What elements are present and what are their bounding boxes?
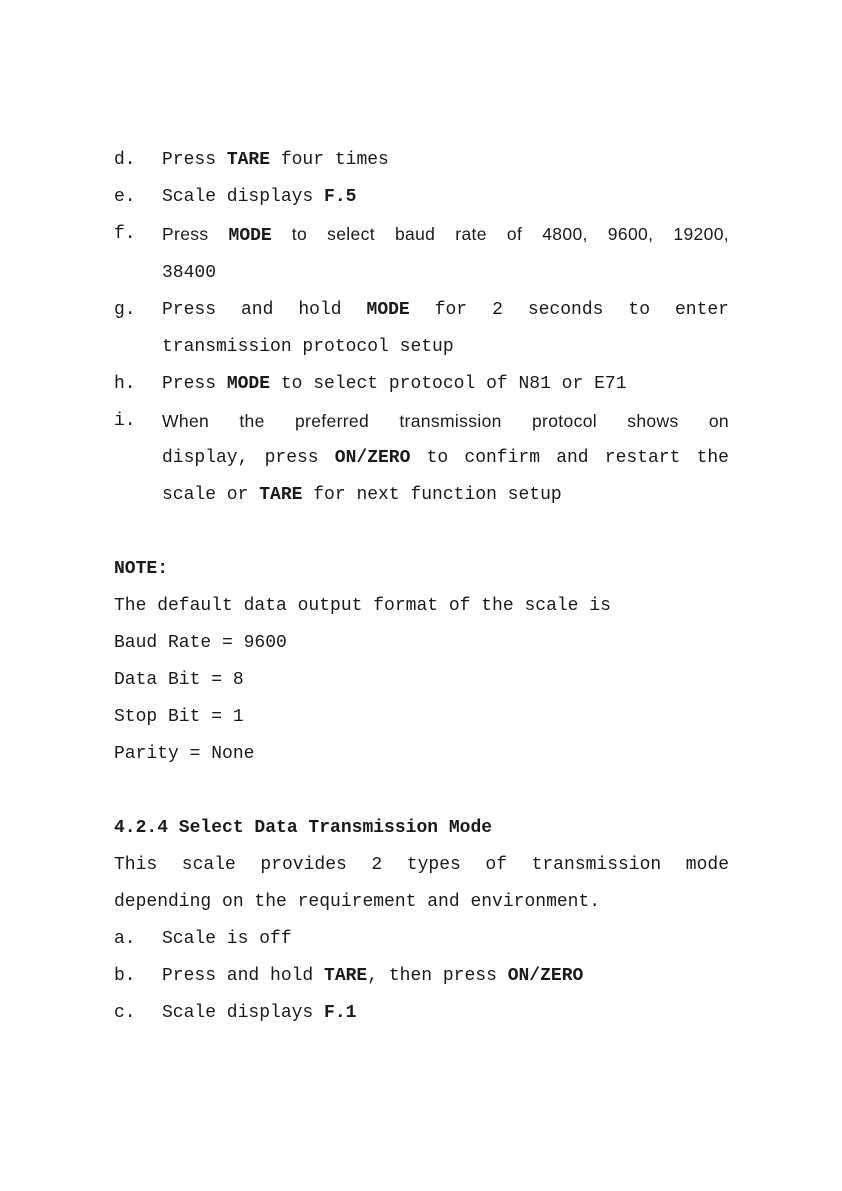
section-heading: 4.2.4 Select Data Transmission Mode — [114, 818, 493, 838]
key-mode: MODE — [366, 300, 410, 320]
step-marker: c. — [114, 1003, 136, 1023]
step-marker: d. — [114, 150, 136, 170]
step-line: scale or TARE for next function setup — [162, 485, 562, 505]
step-line: display, press ON/ZERO to confirm and restart the — [162, 448, 729, 468]
step-marker: b. — [114, 966, 136, 986]
step-line: transmission protocol setup — [162, 337, 454, 357]
step-text: Scale displays F.1 — [162, 1003, 357, 1023]
note-setting-databit: Data Bit = 8 — [114, 670, 244, 690]
display-code: F.1 — [324, 1003, 357, 1023]
step-marker: h. — [114, 374, 136, 394]
key-tare: TARE — [226, 150, 271, 170]
step-f — [114, 216, 729, 292]
step-line: Press MODE to select baud rate of 4800, 9600, 19200, — [162, 224, 729, 246]
step-marker: i. — [114, 411, 136, 431]
step-a — [114, 921, 729, 958]
key-on-zero: ON/ZERO — [507, 966, 584, 986]
step-text: Press MODE to select protocol of N81 or E71 — [162, 374, 627, 394]
note-setting-parity: Parity = None — [114, 744, 255, 764]
key-mode: MODE — [226, 374, 271, 394]
step-line: 38400 — [162, 263, 217, 283]
step-text: Press and hold TARE, then press ON/ZERO — [162, 966, 584, 986]
step-text: Scale displays F.5 — [162, 187, 357, 207]
step-text: Press TARE four times — [162, 150, 389, 170]
spacer — [114, 514, 729, 551]
step-line: When the preferred transmission protocol shows on — [162, 411, 729, 431]
step-marker: f. — [114, 224, 136, 244]
spacer — [114, 773, 729, 810]
key-tare: TARE — [324, 966, 368, 986]
step-e — [114, 179, 729, 216]
step-text: Scale is off — [162, 929, 292, 949]
step-line: Press and hold MODE for 2 seconds to enter — [162, 300, 729, 320]
step-marker: a. — [114, 929, 136, 949]
step-marker: e. — [114, 187, 136, 207]
step-h — [114, 366, 729, 403]
section-paragraph-line: depending on the requirement and environment. — [114, 892, 601, 912]
note-title: NOTE: — [114, 559, 169, 579]
key-tare: TARE — [259, 485, 303, 505]
note-intro: The default data output format of the scale is — [114, 596, 611, 616]
display-code: F.5 — [324, 187, 357, 207]
note-setting-baud: Baud Rate = 9600 — [114, 633, 287, 653]
key-mode: MODE — [228, 226, 272, 246]
step-g — [114, 292, 729, 366]
key-on-zero: ON/ZERO — [334, 448, 411, 468]
step-text — [162, 216, 729, 292]
note-setting-stopbit: Stop Bit = 1 — [114, 707, 244, 727]
step-text — [162, 292, 729, 366]
section-paragraph-line: This scale provides 2 types of transmission mode — [114, 855, 729, 875]
step-marker: g. — [114, 300, 136, 320]
step-b — [114, 958, 729, 995]
step-i — [114, 403, 729, 514]
manual-page — [114, 142, 729, 1032]
step-c — [114, 995, 729, 1032]
step-d — [114, 142, 729, 179]
step-text — [162, 403, 729, 514]
